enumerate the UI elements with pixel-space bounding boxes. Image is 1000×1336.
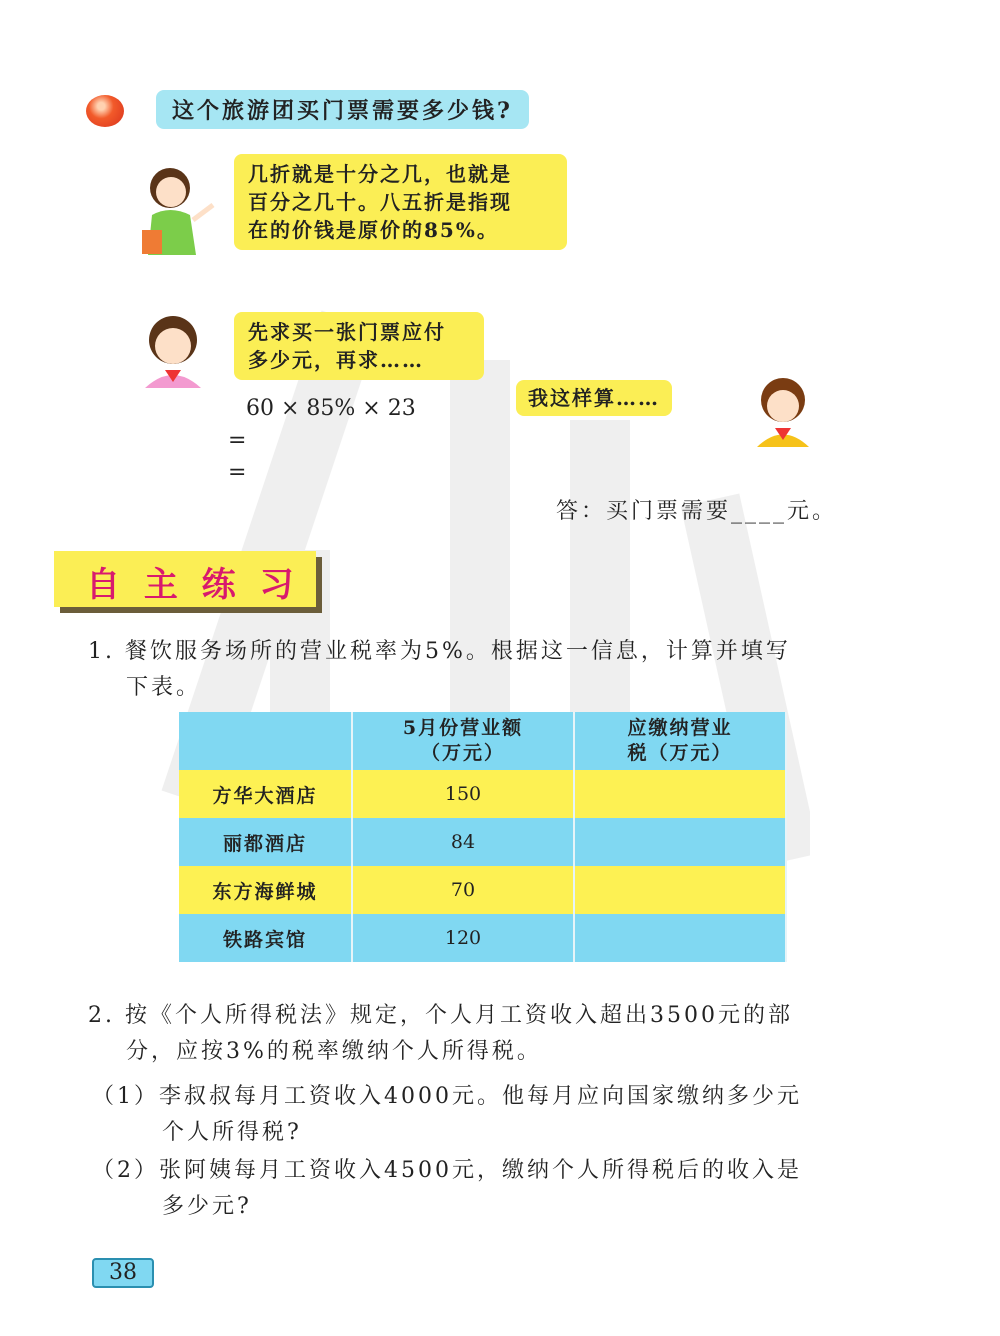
bubble-text: 我这样算……	[528, 386, 660, 410]
exercise-text: （1）李叔叔每月工资收入4000元。他每月应向国家缴纳多少元	[92, 1084, 802, 1109]
table-row	[179, 866, 786, 914]
row-tax-input[interactable]	[574, 866, 786, 914]
section-title: 自 主 练 习	[86, 565, 300, 605]
sub-question-1	[92, 1079, 802, 1151]
row-tax-input[interactable]	[574, 914, 786, 962]
row-tax-input[interactable]	[574, 770, 786, 818]
expression: 60 × 85% × 23	[246, 396, 416, 421]
equals-sign: =	[228, 428, 247, 453]
exercise-text: 个人所得税?	[162, 1120, 302, 1145]
teacher-speech-bubble	[234, 154, 567, 250]
section-header	[54, 551, 316, 607]
row-name: 方华大酒店	[179, 770, 352, 818]
bullet-ball-icon	[86, 95, 124, 127]
boy-speech-bubble	[516, 380, 672, 416]
teacher-illustration-icon	[138, 160, 223, 264]
table-row	[179, 914, 786, 962]
exercise-1	[88, 634, 791, 706]
exercise-text: 分，应按3%的税率缴纳个人所得税。	[126, 1039, 542, 1064]
equals-sign: =	[228, 460, 247, 485]
row-revenue: 150	[352, 770, 574, 818]
header-cell-tax: 应缴纳营业 税（万元）	[574, 712, 786, 770]
child-illustration-icon	[745, 372, 820, 451]
bubble-line: 百分之几十。八五折是指现	[248, 190, 512, 214]
sub-question-2	[92, 1153, 802, 1225]
header-cell-revenue: 5月份营业额 （万元）	[352, 712, 574, 770]
bubble-line: 先求买一张门票应付	[248, 320, 446, 344]
bubble-line: 在的价钱是原价的85%。	[248, 218, 499, 242]
bubble-line: 多少元，再求……	[248, 348, 424, 372]
exercise-text: 2. 按《个人所得税法》规定，个人月工资收入超出3500元的部	[88, 1003, 793, 1028]
exercise-text: （2）张阿姨每月工资收入4500元，缴纳个人所得税后的收入是	[92, 1158, 802, 1183]
row-name: 铁路宾馆	[179, 914, 352, 962]
exercise-text: 下表。	[126, 675, 202, 700]
question-title: 这个旅游团买门票需要多少钱?	[156, 90, 529, 129]
exercise-2	[88, 998, 793, 1070]
row-revenue: 84	[352, 818, 574, 866]
table-row	[179, 818, 786, 866]
exercise-text: 多少元?	[162, 1194, 252, 1219]
girl-speech-bubble	[234, 312, 484, 380]
row-tax-input[interactable]	[574, 818, 786, 866]
exercise-text: 1. 餐饮服务场所的营业税率为5%。根据这一信息，计算并填写	[88, 639, 791, 664]
table-header-row	[179, 712, 786, 770]
row-name: 东方海鲜城	[179, 866, 352, 914]
answer-line: 答：买门票需要____元。	[556, 499, 838, 524]
bubble-line: 几折就是十分之几，也就是	[248, 162, 512, 186]
girl-illustration-icon	[135, 310, 215, 392]
tax-table	[179, 712, 787, 962]
row-revenue: 70	[352, 866, 574, 914]
row-name: 丽都酒店	[179, 818, 352, 866]
row-revenue: 120	[352, 914, 574, 962]
header-cell	[179, 712, 352, 770]
table-row	[179, 770, 786, 818]
page-number: 38	[92, 1258, 154, 1288]
